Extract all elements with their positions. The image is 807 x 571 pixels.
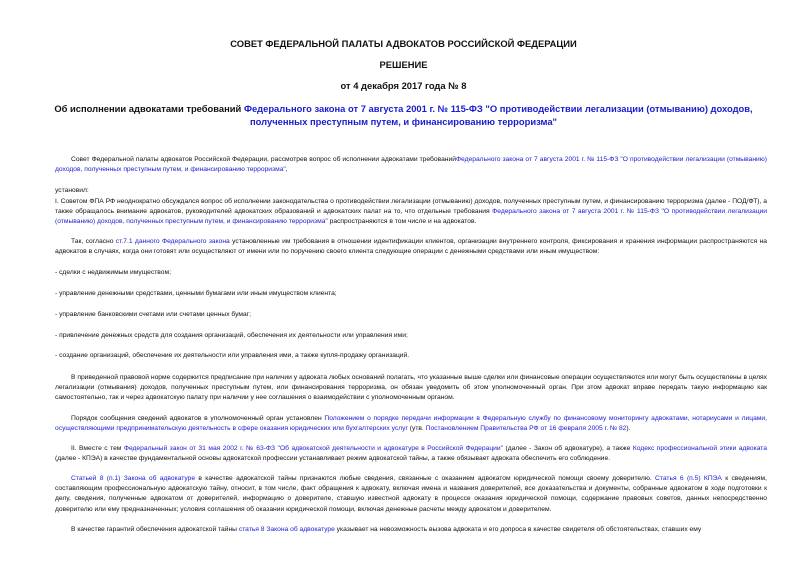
paragraph-text: к сведениям, составляющим профессиональную адвокатскую тайну, относит, в том числе, факт обращения к адвокату, включая имена и названия доверителей, все доказательства и документы, собранные адвокатом в ходе подготовки к делу, сведения, полученные адвокатом от доверителей, информацию о доверителе, ставшую известной адвокату в процессе оказания юридической помощи, содержание правовых советов, данных непосредственно доверителю или ему предназначенных; условия соглашения об оказании юридической помощи, включая денежные расчеты между адвокатом и доверителем. (55, 475, 767, 513)
paragraph-text: в качестве адвокатской тайны признаются любые сведения, связанные с оказанием адвокатом юридической помощи своему доверителю. (195, 475, 656, 482)
paragraph-text: (утв. (407, 425, 426, 433)
paragraph-notification (55, 373, 767, 404)
article-6-kpea-link[interactable]: Статья 6 (п.5) КПЭА (655, 475, 722, 482)
paragraph-advocate-secret (55, 474, 767, 515)
regulation-link[interactable]: Положением о порядке передачи информации в Федеральную службу по финансовому мониторингу адвокатами, нотариусами и лицами, осуществляющими предпринимательскую деятельность в сфере оказания юридических или бухгалтерских услуг (55, 415, 767, 433)
list-item: - привлечение денежных средств для создания организаций, обеспечения их деятельности или управления ими; (55, 332, 408, 339)
paragraph-text: I. Советом ФПА РФ неоднократно обсуждался вопрос об исполнении законодательства о противодействии легализации (отмыванию) доходов, полученных преступным путем, и финансированию терроризма (далее - ПОД/ФТ), а также обращалось внимание адвокатов, руководителей адвокатских образований и адвокатских палат на то, что отдельные требования (55, 198, 767, 216)
paragraph-text: (далее - Закон об адвокатуре), а также (503, 445, 633, 452)
document-title (40, 103, 767, 128)
paragraph-text: установленные им требования в отношении идентификации клиентов, организации внутреннего контроля, фиксирования и хранения информации распространяются на адвокатов в случаях, когда они готовят или осуществляют от имени или по поручению своего клиента следующие операции с денежными средствами или иным имуществом: (55, 238, 768, 256)
law-115-fz-link[interactable]: Федерального закона от 7 августа 2001 г. № 115-ФЗ "О противодействии легализации (отмыванию) доходов, полученных преступным путем, и финансированию терроризма" (55, 208, 768, 226)
paragraph-intro (55, 155, 767, 175)
paragraph-text: (далее - КПЭА) в качестве фундаментальной основы адвокатской профессии устанавливает режим адвокатской тайны, а также обязывает адвоката обеспечить его соблюдение. (55, 455, 611, 463)
list-item: - создание организаций, обеспечение их деятельности или управления ими, а также купля-продажу организаций. (55, 352, 410, 359)
doc-date-number: от 4 декабря 2017 года № 8 (340, 80, 467, 91)
ethics-code-link[interactable]: Кодекс профессиональной этики адвоката (632, 445, 767, 452)
paragraph-article-7-1 (55, 237, 767, 257)
paragraph-text: Так, согласно (71, 238, 116, 245)
list-item: - управление банковскими счетами или счетами ценных бумаг; (55, 311, 251, 318)
paragraph-text: указывает на невозможность вызова адвоката и его допроса в качестве свидетеля об обстоятельствах, ставших ему (334, 526, 702, 533)
paragraph-text: В качестве гарантий обеспечения адвокатской тайны (71, 526, 239, 533)
law-115-fz-link[interactable]: Федерального закона от 7 августа 2001 г. № 115-ФЗ "О противодействии легализации (отмыванию) доходов, полученных преступным путем, и финансированию терроризма" (55, 156, 767, 174)
list-item: - сделки с недвижимым имуществом; (55, 269, 171, 276)
government-decree-link[interactable]: Постановлением Правительства РФ от 16 февраля 2005 г. № 82 (425, 425, 627, 433)
paragraph-section-2 (55, 444, 767, 464)
paragraph-text: II. Вместе с тем (71, 445, 124, 452)
paragraph-text: В приведенной правовой норме содержится предписание при наличии у адвоката любых оснований полагать, что указанные выше сделки или финансовые операции осуществляются или могут быть осуществлены в целях легализации (отмывания) доходов, полученных преступным путем, или финансирования терроризма, он обязан уведомить об этом уполномоченный орган. При этом адвокат вправе передать такую информацию как самостоятельно, так и через адвокатскую палату при наличии у нее соглашения о взаимодействии с уполномоченным органом. (55, 374, 767, 402)
law-63-fz-link[interactable]: Федеральный закон от 31 мая 2002 г. № 63-ФЗ "Об адвокатской деятельности и адвокатуре в Российской Федерации" (123, 445, 504, 452)
org-heading: СОВЕТ ФЕДЕРАЛЬНОЙ ПАЛАТЫ АДВОКАТОВ РОССИЙСКОЙ ФЕДЕРАЦИИ (230, 38, 577, 49)
article-8-link[interactable]: Статьей 8 (п.1) Закона об адвокатуре (71, 475, 196, 482)
paragraph-text: распространяются в том числе и на адвокатов. (327, 218, 477, 226)
paragraph-guarantees (55, 525, 767, 535)
paragraph-section-1 (55, 197, 767, 228)
paragraph-text: Совет Федеральной палаты адвокатов Российской Федерации, рассмотрев вопрос об исполнении адвокатами требований (71, 156, 456, 163)
paragraph-procedure (55, 414, 767, 434)
paragraph-text: , (285, 166, 288, 174)
list-item: - управление денежными средствами, ценными бумагами или иным имуществом клиента; (55, 290, 337, 297)
doc-type-heading: РЕШЕНИЕ (379, 59, 428, 70)
paragraph-established: установил: (55, 187, 89, 194)
title-prefix: Об исполнении адвокатами требований (54, 103, 244, 114)
article-8-link[interactable]: статья 8 Закона об адвокатуре (238, 526, 335, 533)
paragraph-text: Порядок сообщения сведений адвокатов в уполномоченный орган установлен (71, 415, 325, 422)
article-7-1-link[interactable]: ст.7.1 данного Федерального закона (115, 238, 230, 245)
paragraph-text: ). (626, 425, 631, 433)
title-law-link[interactable]: Федерального закона от 7 августа 2001 г. № 115-ФЗ "О противодействии легализации (отмыванию) доходов, полученных преступным путем, и финансированию терроризма" (243, 103, 753, 127)
